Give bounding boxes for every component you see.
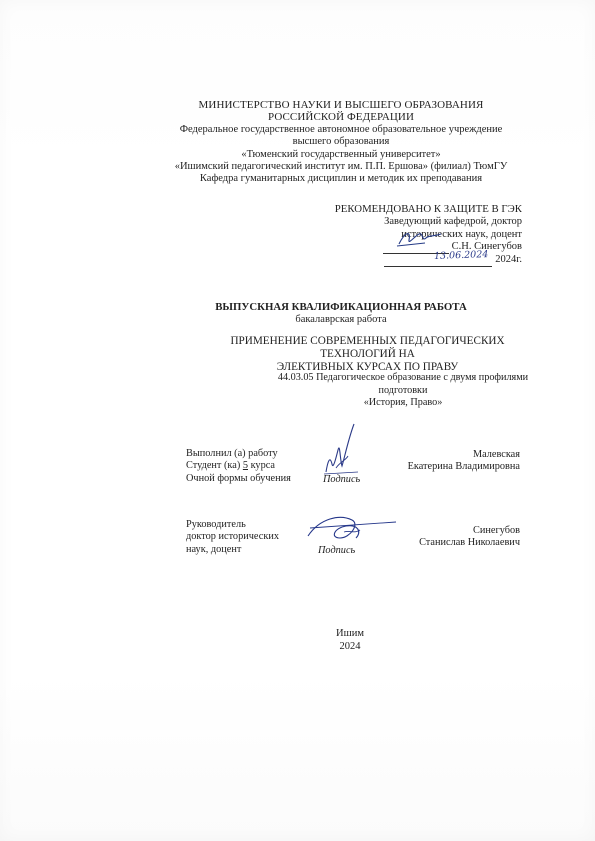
footer-year: 2024: [339, 640, 361, 652]
approval-name-row: [322, 241, 522, 254]
supervisor-given-name: Станислав Николаевич: [419, 537, 520, 549]
supervisor-line: доктор исторических: [186, 531, 279, 543]
approval-year: 2024г.: [495, 254, 522, 266]
student-signature-label: Подпись: [323, 474, 361, 485]
supervisor-line: наук, доцент: [186, 543, 242, 555]
work-subtype: бакалаврская работа: [295, 313, 387, 325]
student-course-line: [186, 460, 291, 472]
approval-date-row: [322, 249, 522, 267]
header-line: Кафедра гуманитарных дисциплин и методик их преподавания: [199, 173, 483, 185]
header-line: «Тюменский государственный университет»: [241, 148, 441, 160]
student-name: [390, 449, 520, 474]
student-course-number: 5: [242, 460, 248, 472]
supervisor-info: [186, 519, 279, 556]
city-year-footer: [250, 628, 450, 653]
supervisor-surname: Синегубов: [473, 525, 520, 536]
header-line: «Ишимский педагогический институт им. П.П. Ершова» (филиал) ТюмГУ: [174, 161, 508, 173]
ministry-header: [150, 99, 532, 186]
header-line: Федеральное государственное автономное образовательное учреждение: [179, 123, 503, 135]
header-line: РОССИЙСКОЙ ФЕДЕРАЦИИ: [267, 111, 415, 124]
student-line: Очной формы обучения: [186, 472, 291, 484]
direction-line: «История, Право»: [363, 397, 443, 409]
student-line: Выполнил (а) работу: [186, 448, 278, 459]
supervisor-line: Руководитель: [186, 519, 246, 530]
student-given-name: Екатерина Владимировна: [407, 461, 520, 473]
header-line: МИНИСТЕРСТВО НАУКИ И ВЫСШЕГО ОБРАЗОВАНИЯ: [198, 99, 484, 111]
approval-block: [322, 203, 522, 267]
header-line: высшего образования: [292, 136, 390, 148]
student-info: [186, 448, 291, 485]
work-title-block: [150, 301, 532, 326]
student-course-suffix: курса: [248, 460, 275, 472]
work-topic: [205, 335, 530, 374]
approval-position: Заведующий кафедрой, доктор: [384, 215, 522, 227]
topic-line: ПРИМЕНЕНИЕ СОВРЕМЕННЫХ ПЕДАГОГИЧЕСКИХ ТЕХНОЛОГИЙ НА: [230, 335, 505, 360]
student-signature-icon: [318, 420, 366, 480]
direction-line: 44.03.05 Педагогическое образование с двумя профилями подготовки: [277, 372, 529, 396]
approval-name: С.Н. Синегубов: [451, 241, 522, 253]
footer-city: Ишим: [336, 628, 364, 639]
student-surname: Малевская: [472, 449, 520, 460]
supervisor-name: [390, 525, 520, 550]
topic-line: ЭЛЕКТИВНЫХ КУРСАХ ПО ПРАВУ: [276, 361, 459, 373]
handwritten-date: 13.06.2024: [434, 249, 489, 262]
supervisor-signature-label: Подпись: [318, 545, 356, 556]
student-course-prefix: Студент (ка): [186, 460, 243, 472]
work-type: ВЫПУСКНАЯ КВАЛИФИКАЦИОННАЯ РАБОТА: [215, 301, 467, 313]
study-direction: [262, 372, 544, 410]
approval-position: исторических наук, доцент: [401, 228, 522, 240]
approval-status: РЕКОМЕНДОВАНО К ЗАЩИТЕ В ГЭК: [334, 203, 522, 215]
date-line: [384, 249, 492, 267]
